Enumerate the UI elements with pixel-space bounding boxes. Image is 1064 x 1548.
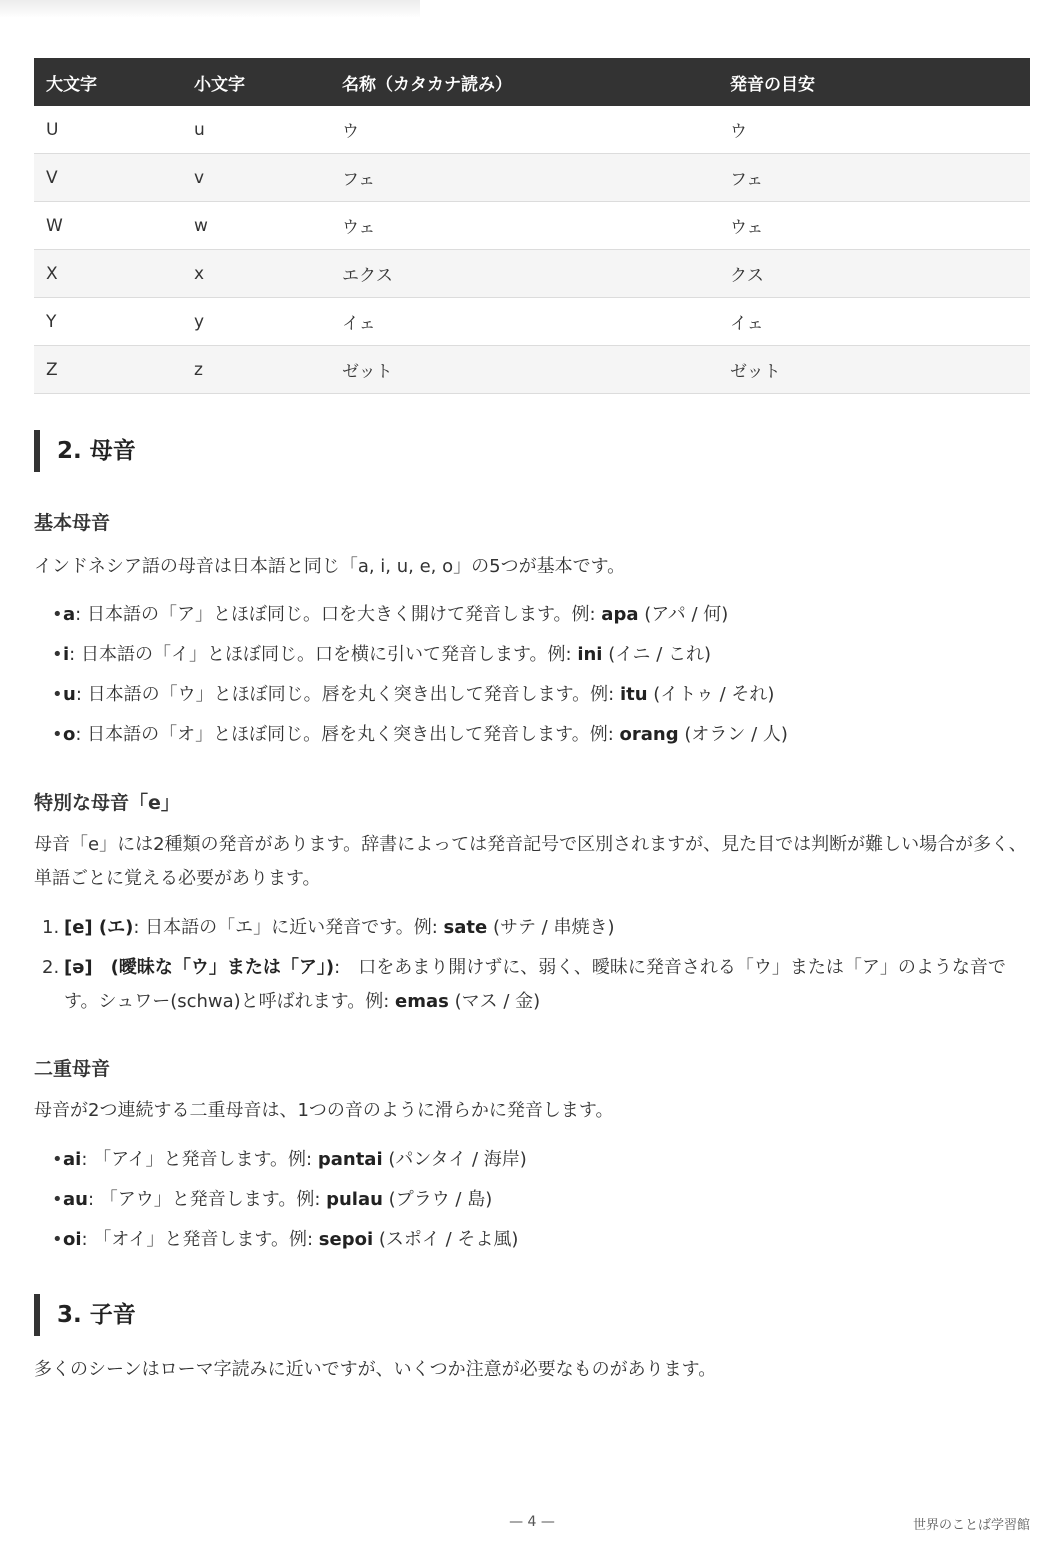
list-item: • o: 日本語の「オ」とほぼ同じ。唇を丸く突き出して発音します。例: orang (オラン / 人): [34, 715, 1030, 755]
subheading-special-vowel: 特別な母音「e」: [34, 792, 180, 814]
cell-uppercase: Z: [34, 346, 182, 394]
table-row: [34, 250, 1030, 298]
table-row: [34, 346, 1030, 394]
cell-uppercase: U: [34, 106, 182, 154]
header-name: 名称（カタカナ読み）: [330, 58, 718, 106]
list-item: • u: 日本語の「ウ」とほぼ同じ。唇を丸く突き出して発音します。例: itu (イトゥ / それ): [34, 675, 1030, 715]
special-vowel-intro: 母音「e」には2種類の発音があります。辞書によっては発音記号で区別されますが、見た目では判断が難しい場合が多く、単語ごとに覚える必要があります。: [34, 834, 1027, 889]
list-item: • ai: 「アイ」と発音します。例: pantai (パンタイ / 海岸): [34, 1140, 1030, 1180]
cell-pronunciation: フェ: [718, 154, 1030, 202]
cell-pronunciation: ウェ: [718, 202, 1030, 250]
section-heading-vowels: 2. 母音: [34, 430, 136, 472]
cell-name: エクス: [330, 250, 718, 298]
cell-pronunciation: ウ: [718, 106, 1030, 154]
table-header-row: [34, 58, 1030, 106]
cell-lowercase: x: [182, 250, 330, 298]
cell-uppercase: W: [34, 202, 182, 250]
consonants-intro: 多くのシーンはローマ字読みに近いですが、いくつか注意が必要なものがあります。: [34, 1359, 717, 1380]
page-content: [34, 58, 1030, 1380]
cell-lowercase: v: [182, 154, 330, 202]
basic-vowels-intro: インドネシア語の母音は日本語と同じ「a, i, u, e, o」の5つが基本です。: [34, 556, 626, 577]
alphabet-table: [34, 58, 1030, 394]
list-item: 1. [e] (エ): 日本語の「エ」に近い発音です。例: sate (サテ / 串焼き): [42, 917, 615, 938]
cell-name: ゼット: [330, 346, 718, 394]
header-pronunciation: 発音の目安: [718, 58, 1030, 106]
cell-name: ウェ: [330, 202, 718, 250]
footer-brand: 世界のことば学習館: [912, 1518, 1030, 1533]
cell-name: ウ: [330, 106, 718, 154]
table-row: [34, 298, 1030, 346]
diphthongs-list: [34, 1140, 1030, 1260]
cell-uppercase: X: [34, 250, 182, 298]
cell-name: フェ: [330, 154, 718, 202]
table-row: [34, 202, 1030, 250]
cell-name: イェ: [330, 298, 718, 346]
special-vowel-list: [34, 911, 1030, 1025]
cell-uppercase: V: [34, 154, 182, 202]
cell-lowercase: z: [182, 346, 330, 394]
cell-lowercase: y: [182, 298, 330, 346]
list-item: • i: 日本語の「イ」とほぼ同じ。口を横に引いて発音します。例: ini (イニ / これ): [34, 635, 1030, 675]
table-row: [34, 106, 1030, 154]
subheading-diphthongs: 二重母音: [34, 1058, 111, 1080]
diphthongs-intro: 母音が2つ連続する二重母音は、1つの音のように滑らかに発音します。: [34, 1100, 614, 1121]
header-lowercase: 小文字: [182, 58, 330, 106]
cell-lowercase: w: [182, 202, 330, 250]
cell-pronunciation: ゼット: [718, 346, 1030, 394]
cell-pronunciation: イェ: [718, 298, 1030, 346]
basic-vowels-list: [34, 595, 1030, 755]
cell-uppercase: Y: [34, 298, 182, 346]
section-heading-consonants: 3. 子音: [34, 1294, 136, 1336]
table-row: [34, 154, 1030, 202]
cell-pronunciation: クス: [718, 250, 1030, 298]
cell-lowercase: u: [182, 106, 330, 154]
list-item: • au: 「アウ」と発音します。例: pulau (プラウ / 島): [34, 1180, 1030, 1220]
list-item: • oi: 「オイ」と発音します。例: sepoi (スポイ / そよ風): [34, 1220, 1030, 1260]
list-item: 2. [ə] (曖昧な「ウ」または「ア」): 口をあまり開けずに、弱く、曖昧に発音される「ウ」または「ア」のような音です。シュワー(schwa)と呼ばれます。例: emas (マス / 金): [42, 957, 1006, 1012]
top-fade: [0, 0, 420, 18]
header-uppercase: 大文字: [34, 58, 182, 106]
subheading-basic-vowels: 基本母音: [34, 512, 111, 534]
page-number: — 4 —: [509, 1514, 555, 1530]
list-item: • a: 日本語の「ア」とほぼ同じ。口を大きく開けて発音します。例: apa (アパ / 何): [34, 595, 1030, 635]
